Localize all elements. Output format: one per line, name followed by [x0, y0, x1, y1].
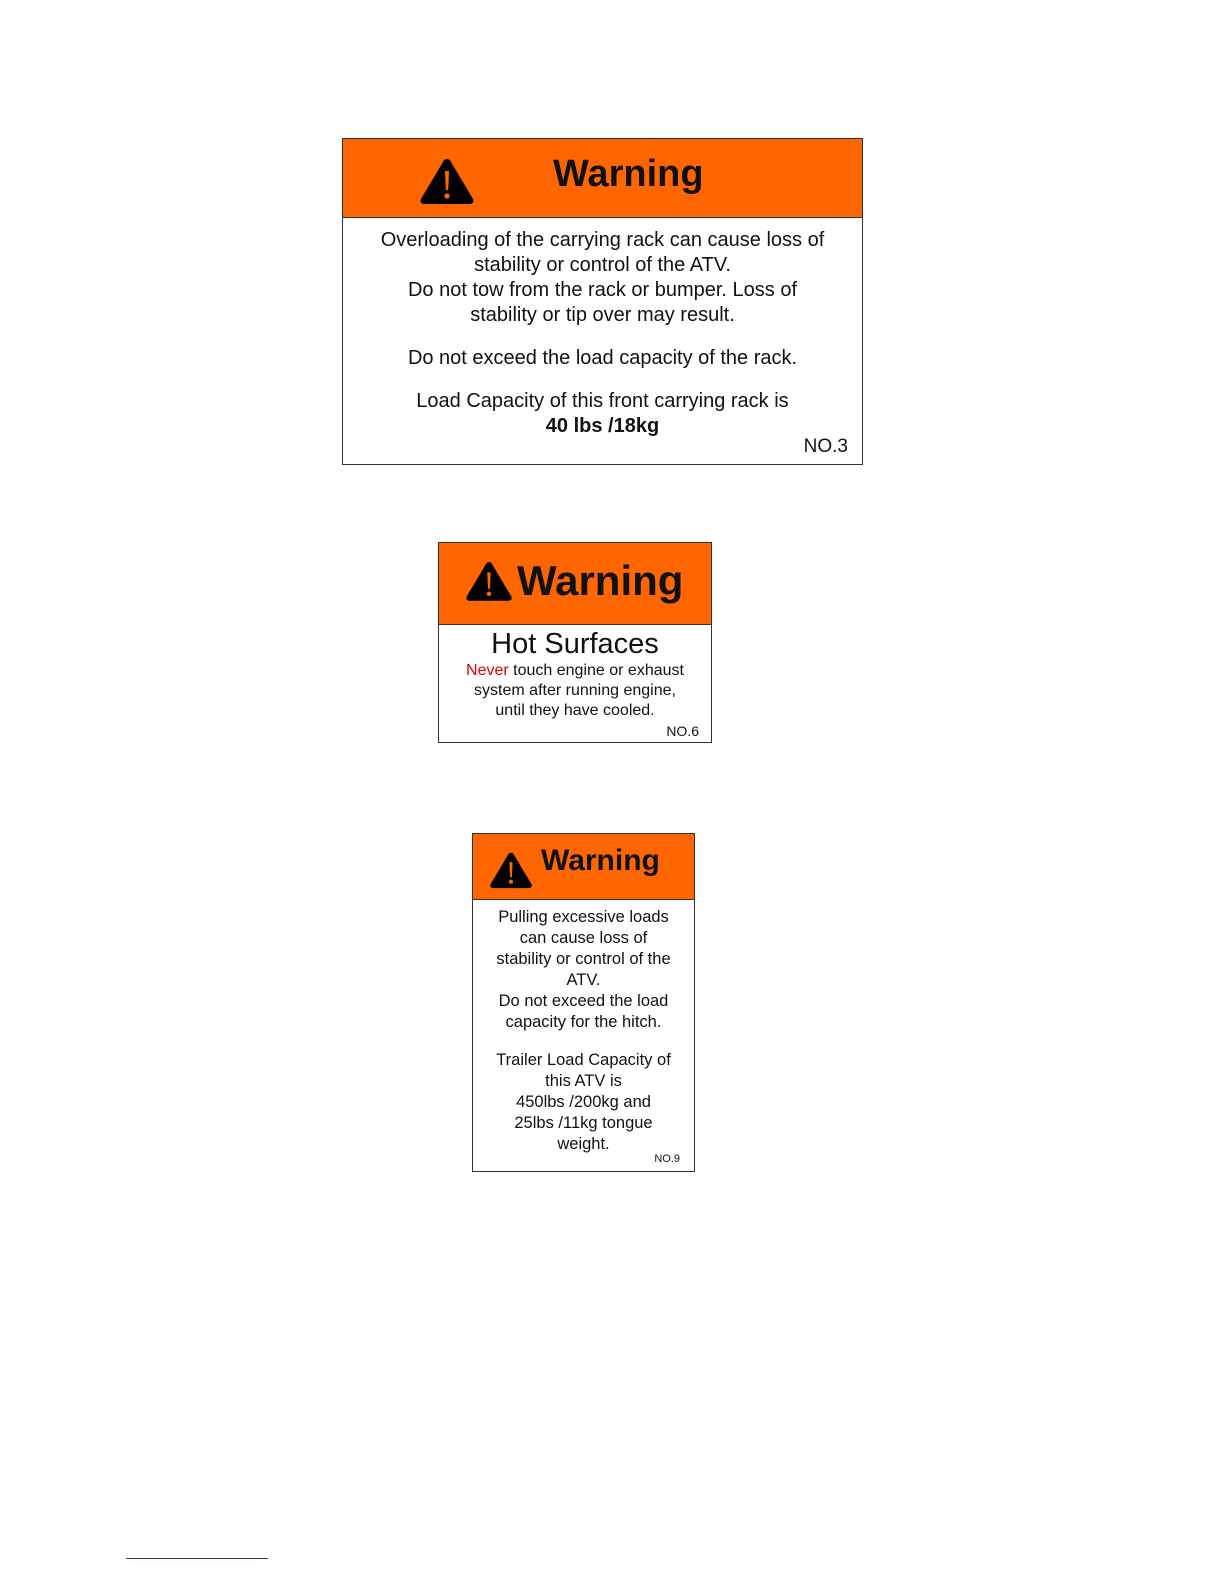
- warning-body: [473, 900, 694, 1155]
- warning-body: [439, 625, 711, 721]
- warning-text-line: can cause loss of: [519, 929, 648, 947]
- load-capacity-value: 40 lbs /18kg: [545, 415, 660, 437]
- warning-text-line: until they have cooled.: [495, 702, 655, 719]
- warning-text-line: stability or tip over may result.: [470, 304, 735, 326]
- warning-header: [439, 543, 711, 625]
- warning-text-line: capacity for the hitch.: [505, 1013, 662, 1031]
- label-number: NO.6: [666, 723, 699, 739]
- warning-body: [343, 218, 862, 439]
- warning-text-line: Overloading of the carrying rack can cause loss of: [380, 229, 825, 251]
- warning-text-line: Do not exceed the load: [498, 992, 669, 1010]
- warning-text-line: stability or control of the ATV.: [474, 254, 731, 276]
- footnote-rule: [126, 1558, 268, 1559]
- warning-text-line: Do not tow from the rack or bumper. Loss of: [407, 279, 798, 301]
- warning-header: [473, 834, 694, 900]
- warning-text-line: Never touch engine or exhaust: [466, 662, 684, 679]
- warning-text-line: 450lbs /200kg and: [516, 1093, 651, 1111]
- warning-text-line: weight.: [557, 1135, 610, 1153]
- warning-title: Warning: [517, 557, 684, 604]
- warning-triangle-icon: [465, 560, 513, 602]
- warning-label-rack: [342, 138, 863, 465]
- warning-title: Warning: [553, 153, 704, 195]
- label-number: NO.9: [654, 1153, 680, 1165]
- warning-triangle-icon: [489, 851, 533, 889]
- warning-text-line: Load Capacity of this front carrying rack is: [416, 390, 789, 412]
- warning-title: Warning: [541, 844, 660, 877]
- warning-text-line: Trailer Load Capacity of: [496, 1051, 671, 1069]
- warning-text-line: Do not exceed the load capacity of the rack.: [407, 347, 798, 369]
- warning-label-hot-surfaces: [438, 542, 712, 743]
- warning-triangle-icon: [419, 157, 475, 205]
- warning-text-line: ATV.: [566, 971, 601, 989]
- warning-text-line: Pulling excessive loads: [498, 908, 669, 926]
- warning-header: [343, 139, 862, 218]
- warning-text-line: stability or control of the: [496, 950, 671, 968]
- warning-label-trailer: [472, 833, 695, 1172]
- hazard-heading: Hot Surfaces: [491, 628, 659, 660]
- label-number: NO.3: [803, 436, 848, 457]
- emphasis-text: Never: [466, 662, 509, 679]
- warning-text-line: 25lbs /11kg tongue: [514, 1114, 653, 1132]
- warning-text-line: this ATV is: [545, 1072, 622, 1090]
- warning-text-line: system after running engine,: [474, 682, 676, 699]
